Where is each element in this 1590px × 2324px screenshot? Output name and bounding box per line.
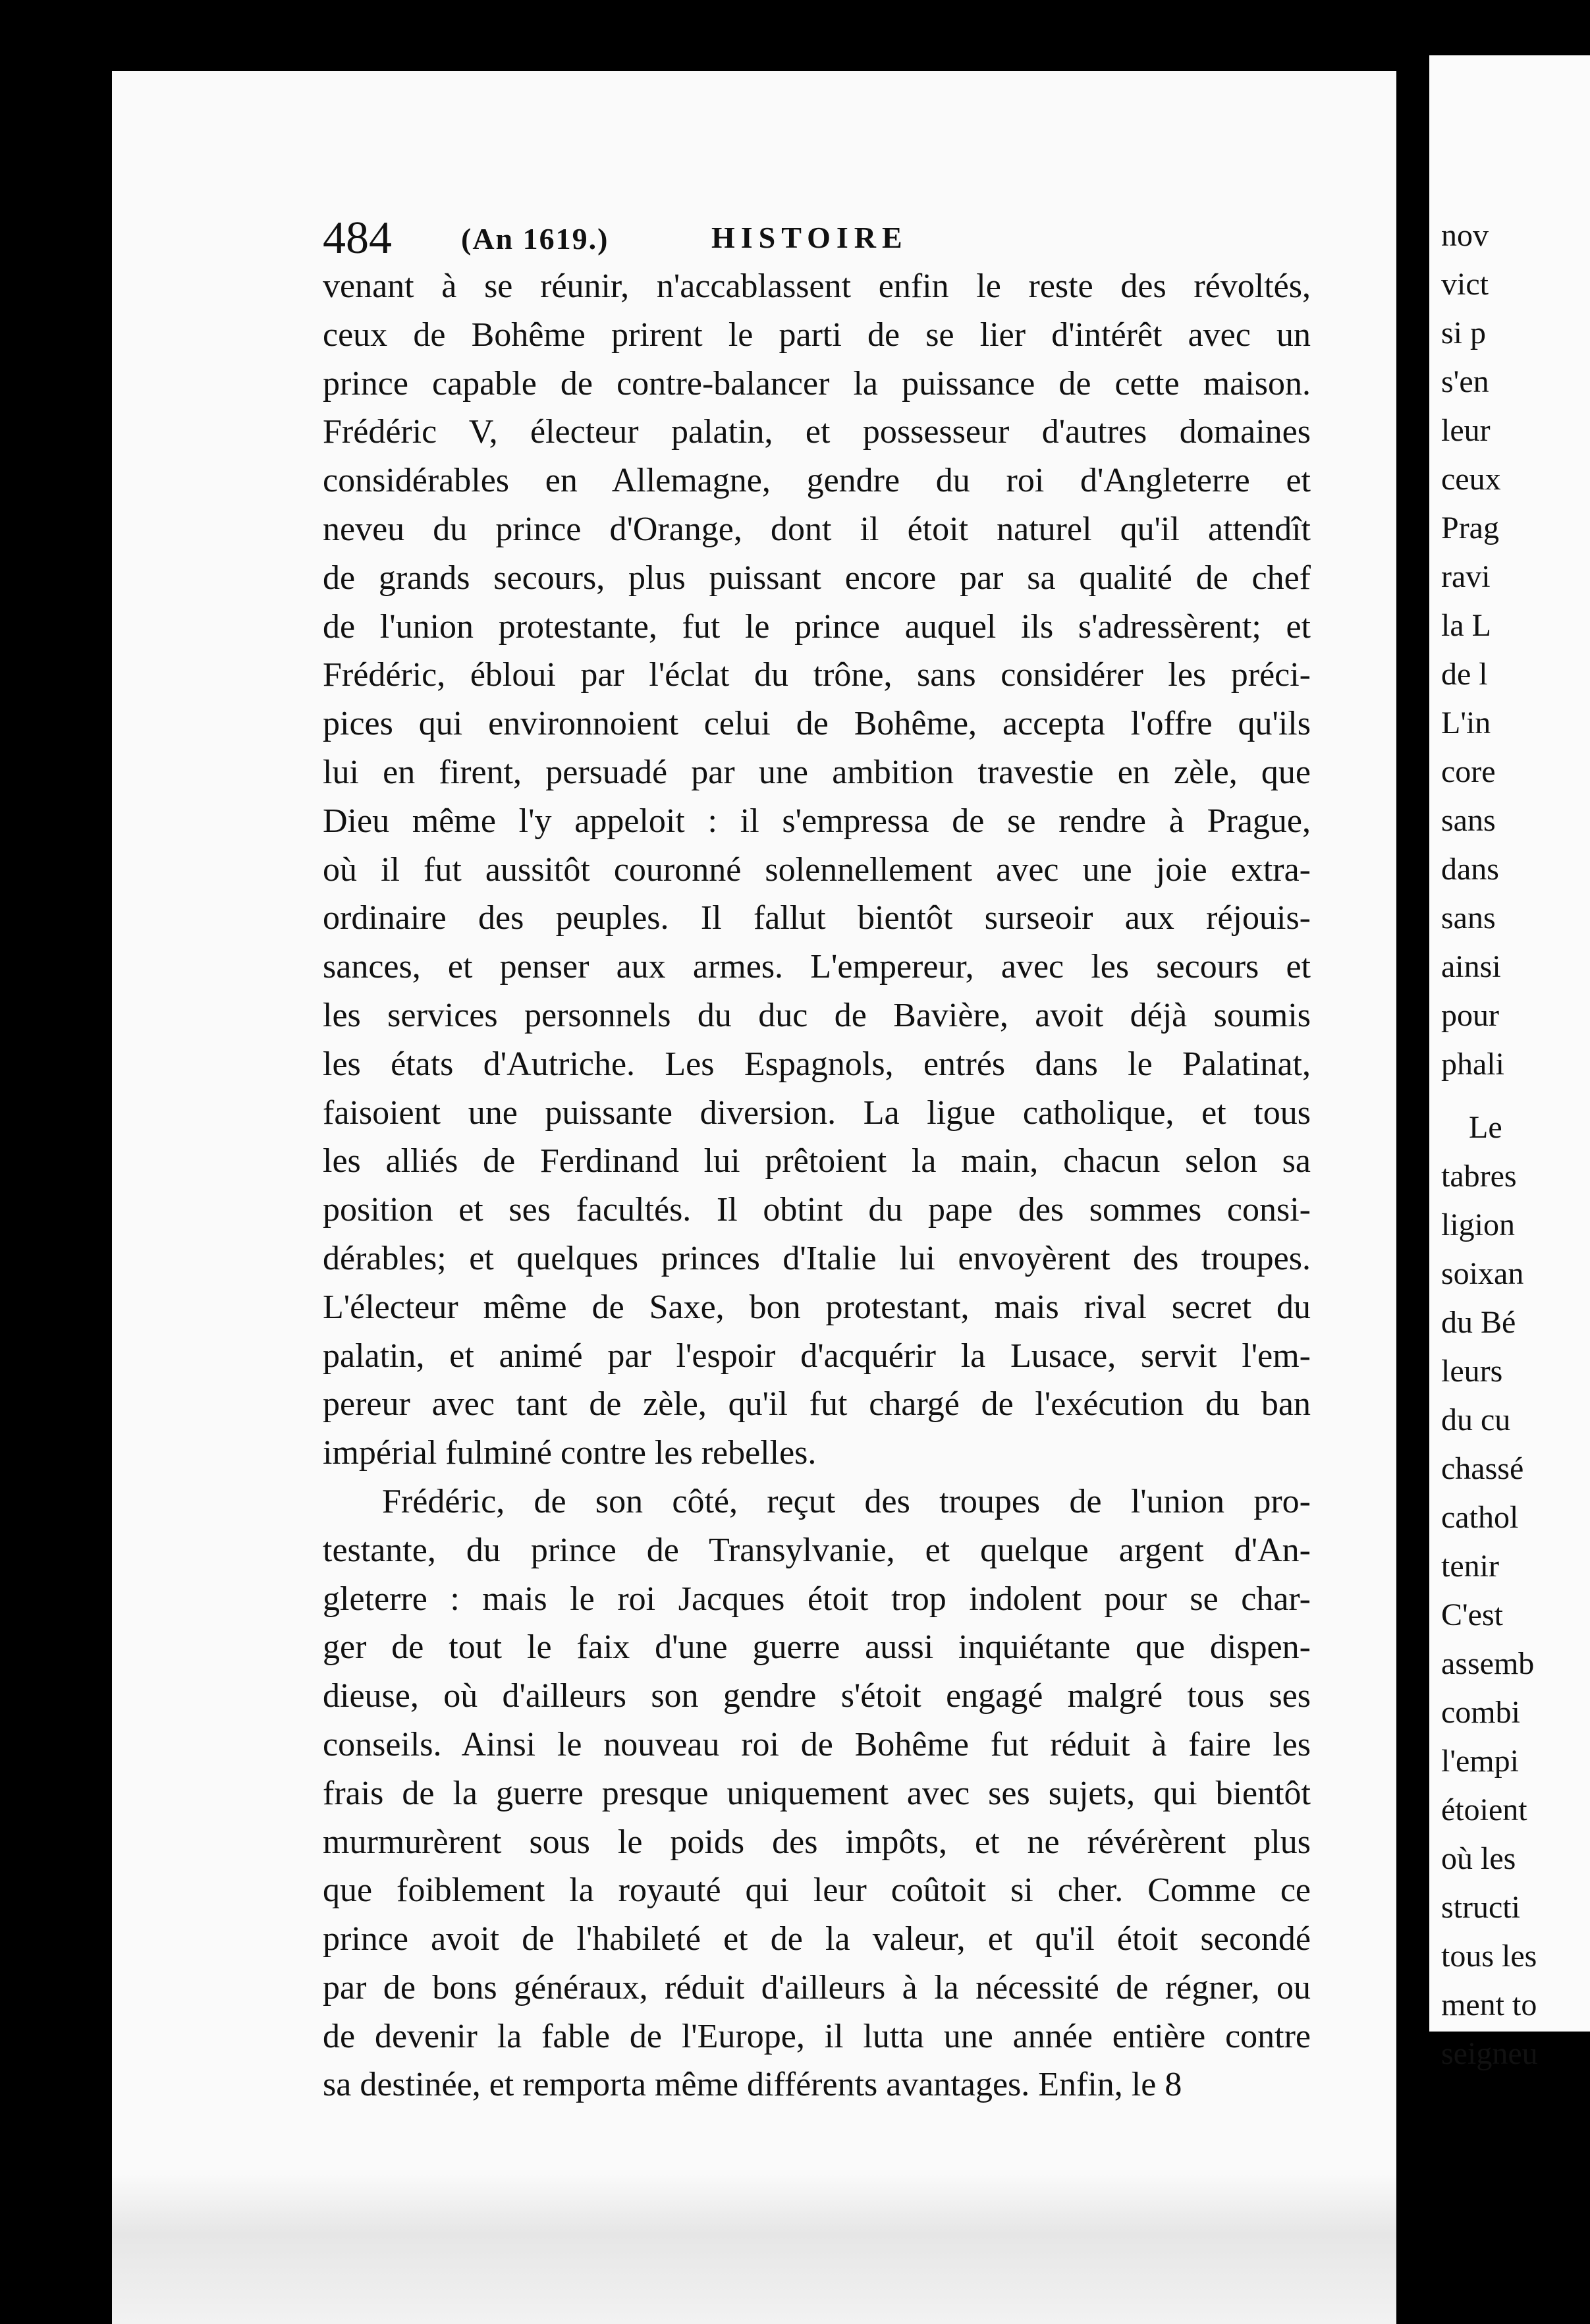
facing-page-line: l'empi (1441, 1744, 1519, 1779)
facing-page-line: tous les (1441, 1939, 1537, 1974)
facing-page-line: s'en (1441, 364, 1489, 399)
facing-page-line: phali (1441, 1047, 1504, 1082)
text-line: ceux de Bohême prirent le parti de se lier d'intérêt avec un (323, 316, 1311, 354)
facing-page-line: où les (1441, 1841, 1516, 1876)
facing-page-line: L'in (1441, 706, 1491, 740)
facing-page-line: ligion (1441, 1207, 1516, 1242)
text-line: de devenir la fable de l'Europe, il lutta une année entière contre (323, 2017, 1311, 2055)
facing-page-line: combi (1441, 1695, 1520, 1730)
text-line: murmurèrent sous le poids des impôts, et ne révérèrent plus (323, 1823, 1311, 1861)
text-line: sances, et penser aux armes. L'empereur, avec les secours et (323, 948, 1311, 986)
facing-page-line: Prag (1441, 511, 1499, 545)
text-line: pereur avec tant de zèle, qu'il fut chargé de l'exécution du ban (323, 1385, 1311, 1424)
text-line: impérial fulminé contre les rebelles. (323, 1434, 817, 1472)
page-lower-margin (112, 2174, 1396, 2324)
text-line: ordinaire des peuples. Il fallut bientôt surseoir aux réjouis- (323, 899, 1311, 937)
facing-page-line: tenir (1441, 1549, 1499, 1584)
text-line: Frédéric, de son côté, reçut des troupes de l'union pro- (382, 1482, 1311, 1520)
text-line: testante, du prince de Transylvanie, et quelque argent d'An- (323, 1531, 1311, 1569)
text-line: les alliés de Ferdinand lui prêtoient la main, chacun selon sa (323, 1142, 1311, 1180)
text-line: dieuse, où d'ailleurs son gendre s'étoit engagé malgré tous ses (323, 1677, 1311, 1715)
facing-page-line: de l (1441, 657, 1488, 692)
text-line: ger de tout le faix d'une guerre aussi inquiétante que dispen- (323, 1628, 1311, 1667)
text-line: prince avoit de l'habileté et de la valeur, et qu'il étoit secondé (323, 1920, 1311, 1958)
body-text (323, 262, 1311, 2109)
facing-page-line: ainsi (1441, 949, 1501, 984)
text-line: que foiblement la royauté qui leur coûtoit si cher. Comme ce (323, 1871, 1311, 1910)
text-line: Frédéric, ébloui par l'éclat du trône, sans considérer les préci- (323, 656, 1311, 694)
facing-page-line: leur (1441, 413, 1491, 448)
text-line: par de bons généraux, réduit d'ailleurs à la nécessité de régner, ou (323, 1968, 1311, 2006)
facing-page-line: C'est (1441, 1597, 1503, 1632)
facing-page-line: dans (1441, 852, 1499, 887)
facing-page-line: seigneu (1441, 2036, 1538, 2071)
facing-page-line: étoient (1441, 1792, 1527, 1827)
text-line: lui en firent, persuadé par une ambition travestie en zèle, que (323, 753, 1311, 791)
facing-page-line: Le (1469, 1110, 1502, 1145)
text-line: faisoient une puissante diversion. La ligue catholique, et tous (323, 1093, 1311, 1132)
facing-page-line: soixan (1441, 1256, 1524, 1291)
facing-page-line: chassé (1441, 1451, 1524, 1486)
facing-page-line: structi (1441, 1890, 1520, 1925)
text-line: où il fut aussitôt couronné solennellement avec une joie extra- (323, 850, 1311, 889)
text-line: L'électeur même de Saxe, bon protestant, mais rival secret du (323, 1288, 1311, 1326)
facing-page-line: ment to (1441, 1987, 1537, 2022)
facing-page-line: core (1441, 754, 1496, 789)
text-line: considérables en Allemagne, gendre du roi d'Angleterre et (323, 462, 1311, 500)
text-line: palatin, et animé par l'espoir d'acquérir la Lusace, servit l'em- (323, 1337, 1311, 1375)
text-line: sa destinée, et remporta même différents avantages. Enfin, le 8 (323, 2066, 1182, 2104)
running-title: HISTOIRE (711, 221, 908, 254)
facing-page-line: tabres (1441, 1159, 1517, 1194)
text-line: de l'union protestante, fut le prince auquel ils s'adressèrent; et (323, 607, 1311, 646)
text-line: conseils. Ainsi le nouveau roi de Bohême fut réduit à faire les (323, 1725, 1311, 1763)
page-number: 484 (323, 213, 392, 263)
year-marker: (An 1619.) (461, 222, 609, 256)
facing-page-line: ravi (1441, 559, 1491, 594)
text-line: Dieu même l'y appeloit : il s'empressa de se rendre à Prague, (323, 802, 1311, 840)
text-line: prince capable de contre-balancer la puissance de cette maison. (323, 364, 1311, 402)
facing-page-line: la L (1441, 608, 1491, 643)
facing-page-line: leurs (1441, 1354, 1503, 1389)
facing-page-line: pour (1441, 998, 1499, 1033)
text-line: pices qui environnoient celui de Bohême, accepta l'offre qu'ils (323, 705, 1311, 743)
text-line: les états d'Autriche. Les Espagnols, entrés dans le Palatinat, (323, 1045, 1311, 1083)
facing-page-line: si p (1441, 316, 1487, 350)
text-line: les services personnels du duc de Bavière, avoit déjà soumis (323, 996, 1311, 1034)
facing-page-edge (1429, 55, 1590, 2071)
text-line: dérables; et quelques princes d'Italie lui envoyèrent des troupes. (323, 1239, 1311, 1277)
text-line: position et ses facultés. Il obtint du pape des sommes consi- (323, 1191, 1311, 1229)
text-line: frais de la guerre presque uniquement avec ses sujets, qui bientôt (323, 1774, 1311, 1812)
text-line: venant à se réunir, n'accablassent enfin le reste des révoltés, (323, 267, 1311, 305)
facing-page-line: sans (1441, 900, 1496, 935)
facing-page-line: du Bé (1441, 1305, 1516, 1340)
facing-page-line: sans (1441, 803, 1496, 838)
text-line: de grands secours, plus puissant encore par sa qualité de chef (323, 559, 1311, 597)
facing-page-line: cathol (1441, 1500, 1519, 1535)
facing-page-line: du cu (1441, 1402, 1511, 1437)
facing-page-line: ceux (1441, 462, 1501, 497)
text-line: gleterre : mais le roi Jacques étoit trop indolent pour se char- (323, 1580, 1311, 1618)
text-line: Frédéric V, électeur palatin, et possesseur d'autres domaines (323, 413, 1311, 451)
facing-page-line: nov (1441, 218, 1489, 253)
facing-page-line: assemb (1441, 1646, 1535, 1681)
facing-page-line: vict (1441, 267, 1489, 302)
text-line: neveu du prince d'Orange, dont il étoit naturel qu'il attendît (323, 510, 1311, 548)
